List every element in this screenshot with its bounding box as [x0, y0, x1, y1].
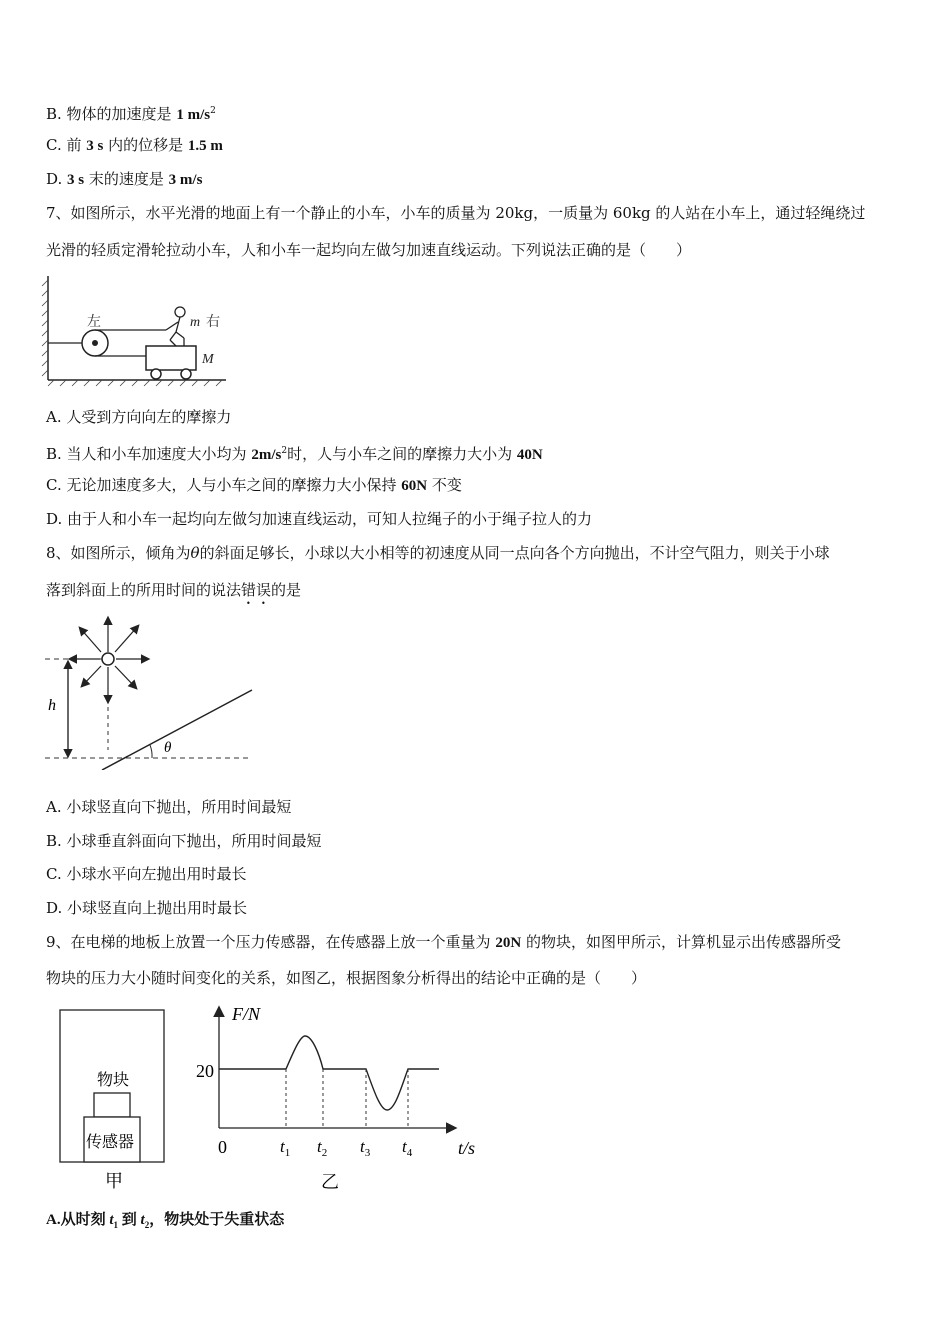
q6-option-d-text: D. [46, 170, 68, 188]
cart-wheel-right [181, 369, 191, 379]
q9-option-a-t1: t [109, 1212, 114, 1228]
ground-hatch [48, 380, 222, 386]
label-m: m [190, 315, 201, 330]
q7-option-b-accel: 2m/s [251, 447, 282, 463]
q9-option-a [46, 1210, 284, 1235]
q6-option-d-value: 3 m/s [168, 172, 203, 188]
q6-option-b-sup: 2 [210, 106, 216, 116]
person-body [166, 317, 184, 346]
label-left: 左 [87, 315, 101, 330]
q7-option-b-force: 40N [516, 447, 543, 463]
q7-option-c [46, 475, 462, 496]
q7-option-b-text: B. 当人和小车加速度大小均为 [46, 445, 252, 463]
force-curve [219, 1036, 439, 1110]
q8-stem-text2: 的斜面足够长，小球以大小相等的初速度从同一点向各个方向抛出，不计空气阻力，则关于小球 [199, 544, 830, 562]
q8-stem-emphasis: 错误 [241, 581, 272, 599]
label-t2: $t_2$ [317, 1137, 328, 1159]
q7-option-d: D. 由于人和小车一起均向左做匀加速直线运动，可知人拉绳子的小于绳子拉人的力 [46, 510, 593, 528]
label-block: 物块 [97, 1072, 130, 1089]
q9-stem-line1 [46, 932, 841, 953]
q6-option-b-value: 1 m/s [176, 107, 211, 123]
y-axis-label: F/N [232, 1004, 261, 1024]
q7-option-a: A. 人受到方向向左的摩擦力 [46, 408, 232, 426]
q9-option-a-t1-sub: 1 [113, 1220, 119, 1230]
cart-wheel-left [151, 369, 161, 379]
q9-figure-jia [55, 1005, 175, 1195]
q6-option-d [46, 169, 202, 190]
q7-stem-line1: 7、如图所示，水平光滑的地面上有一个静止的小车，小车的质量为 20kg，一质量为 60kg 的人站在小车上，通过轻绳绕过 [46, 204, 866, 222]
q8-stem-line1 [46, 543, 830, 563]
cart-body [146, 346, 196, 370]
label-t4: $t_4$ [402, 1137, 413, 1159]
q9-stem-text: 9、在电梯的地板上放置一个压力传感器，在传感器上放一个重量为 [46, 933, 496, 951]
q6-option-c-value: 1.5 m [187, 138, 223, 154]
y-tick-20: 20 [196, 1061, 214, 1081]
q9-figure-yi [190, 998, 490, 1198]
q6-option-d-text2: 末的速度是 [84, 170, 169, 188]
q9-option-a-mid: 到 [118, 1212, 141, 1228]
q9-stem-text2: 的物块，如图甲所示，计算机显示出传感器所受 [521, 933, 841, 951]
label-t3: $t_3$ [360, 1137, 371, 1159]
q8-theta: θ [190, 544, 200, 562]
q7-option-c-force: 60N [401, 478, 428, 494]
q7-stem-line2: 光滑的轻质定滑轮拉动小车，人和小车一起均向左做匀加速直线运动。下列说法正确的是（ ） [46, 241, 692, 259]
q9-option-a-text2: ，物块处于失重状态 [149, 1212, 285, 1228]
q9-option-a-t2-sub: 2 [144, 1220, 150, 1230]
q8-stem-text3: 落到斜面上的所用时间的说法 [46, 581, 242, 599]
q9-option-a-t2: t [140, 1212, 145, 1228]
q8-option-d: D. 小球竖直向上抛出用时最长 [46, 899, 248, 917]
q7-option-b-sup: 2 [281, 446, 288, 456]
q6-option-b [46, 101, 216, 125]
label-t1: $t_1$ [280, 1137, 291, 1159]
ball [102, 653, 114, 665]
q8-stem-text: 8、如图所示，倾角为 [46, 544, 191, 562]
label-theta: θ [164, 740, 172, 756]
origin-label: 0 [218, 1137, 227, 1157]
q9-stem-line2: 物块的压力大小随时间变化的关系，如图乙，根据图象分析得出的结论中正确的是（ ） [46, 969, 647, 987]
t-markers [286, 1069, 408, 1128]
q8-option-c: C. 小球水平向左抛出用时最长 [46, 865, 247, 883]
wall-hatch [42, 280, 48, 376]
q8-stem-line2 [46, 580, 301, 608]
q8-option-a: A. 小球竖直向下抛出，所用时间最短 [46, 798, 292, 816]
person-head [175, 307, 185, 317]
angle-arc [150, 745, 152, 758]
q7-option-b [46, 441, 543, 465]
q6-option-c [46, 135, 223, 156]
q8-stem-text4: 的是 [271, 581, 302, 599]
q6-option-c-text2: 内的位移是 [103, 136, 188, 154]
q6-option-d-time: 3 s [67, 172, 85, 188]
block-box [94, 1093, 130, 1117]
q6-option-c-time: 3 s [86, 138, 104, 154]
label-h: h [48, 697, 56, 714]
q6-option-c-text: C. 前 [46, 136, 87, 154]
label-M: M [202, 352, 214, 367]
caption-jia: 甲 [105, 1171, 123, 1191]
q8-option-b: B. 小球垂直斜面向下抛出，所用时间最短 [46, 832, 322, 850]
q7-figure [40, 270, 240, 390]
x-axis-label: t/s [458, 1138, 476, 1158]
q7-option-b-text2: 时，人与小车之间的摩擦力大小为 [287, 445, 517, 463]
q7-option-c-text: C. 无论加速度多大，人与小车之间的摩擦力大小保持 [46, 476, 402, 494]
q9-option-a-text: A.从时刻 [46, 1212, 110, 1228]
label-right: 右 [206, 315, 220, 330]
label-sensor: 传感器 [86, 1134, 135, 1151]
q8-figure [40, 610, 260, 770]
q6-option-b-text: B. 物体的加速度是 [46, 105, 177, 123]
q9-stem-force: 20N [495, 935, 522, 951]
pulley-axle [92, 340, 98, 346]
q7-option-c-text2: 不变 [427, 476, 462, 494]
caption-yi: 乙 [321, 1172, 339, 1192]
